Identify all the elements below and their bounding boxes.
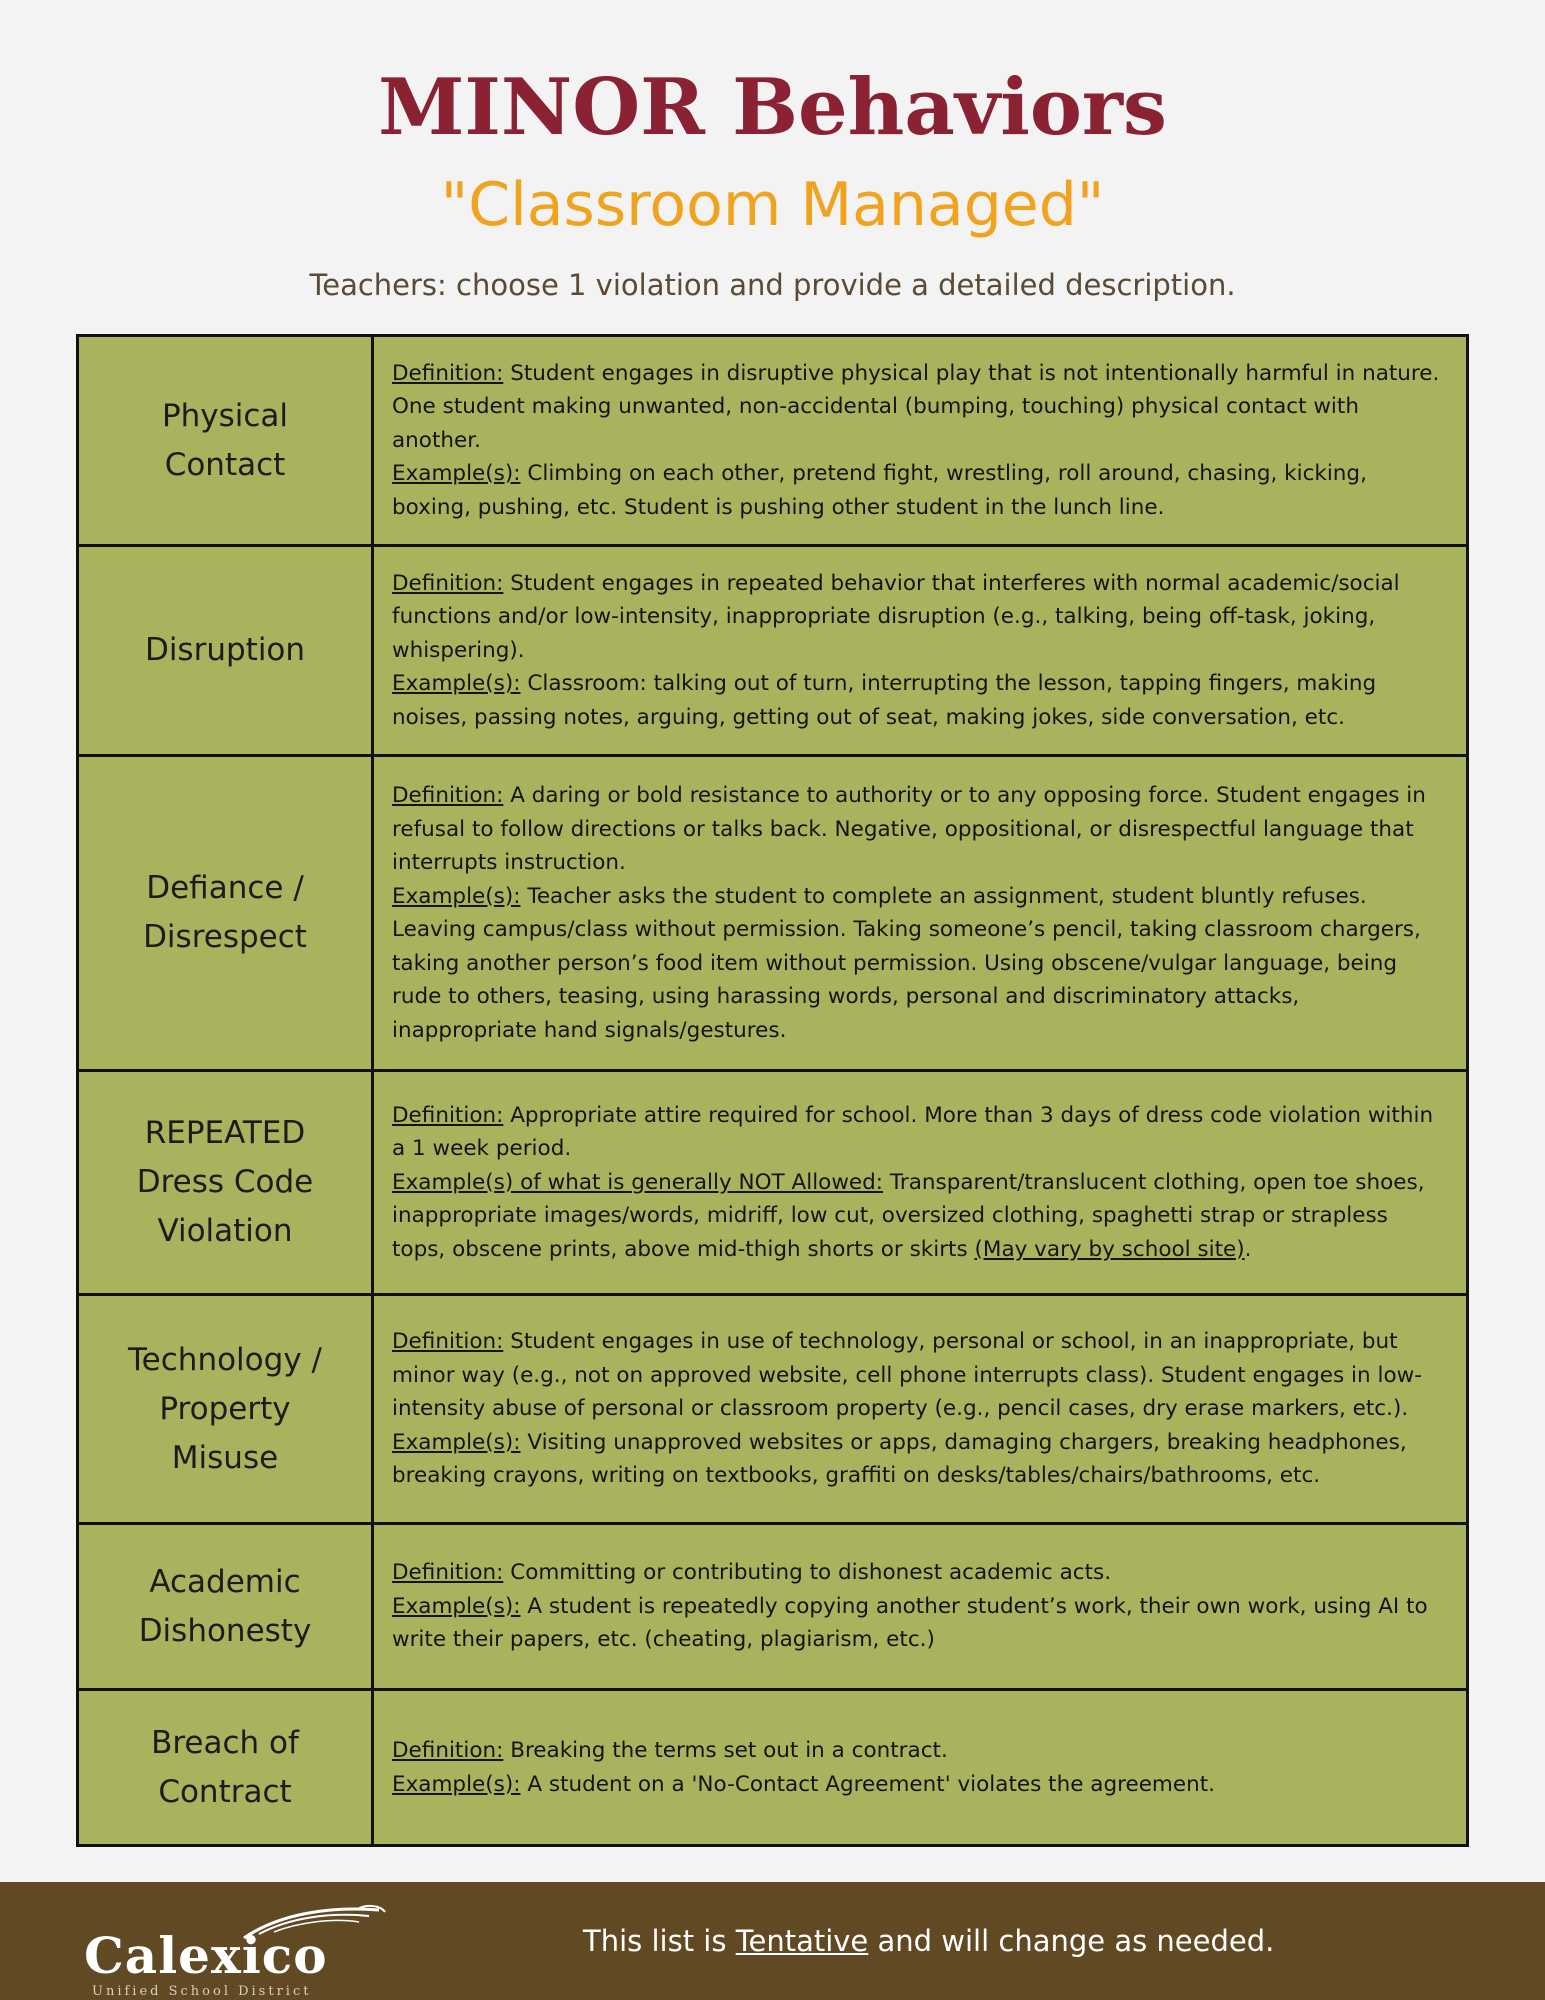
examples-text: Climbing on each other, pretend fight, wrestling, roll around, chasing, kicking, boxing, pushing, etc. Student is pushing other student in the lunch line.	[392, 461, 1367, 520]
category-label: Defiance /	[146, 870, 304, 906]
examples-end: .	[1244, 1236, 1252, 1262]
examples-note: (May vary by school site)	[974, 1236, 1245, 1262]
category-label: Property	[159, 1390, 291, 1427]
examples-text: Transparent/translucent clothing, open toe shoes, inappropriate images/words, midriff, low cut, oversized clothing, spaghetti strap or strapless tops, obscene prints, above mid-thigh shorts or skirts	[392, 1169, 1425, 1262]
behaviors-table	[76, 334, 1469, 1847]
examples-text: A student on a 'No-Contact Agreement' violates the agreement.	[520, 1771, 1215, 1797]
page-title: MINOR Behaviors	[378, 62, 1167, 153]
description-cell	[373, 1524, 1468, 1690]
examples-label: Example(s) of what is generally NOT Allowed:	[392, 1169, 884, 1195]
footer-note	[583, 1924, 1274, 1958]
logo-subtitle: Unified School District	[92, 1984, 312, 1999]
definition-text: Committing or contributing to dishonest academic acts.	[503, 1560, 1112, 1586]
definition-text: Breaking the terms set out in a contract.	[503, 1738, 948, 1763]
category-label: Dress Code	[136, 1164, 314, 1200]
examples-text: Classroom: talking out of turn, interrupting the lesson, tapping fingers, making noises, passing notes, arguing, getting out of seat, making jokes, side conversation, etc.	[392, 671, 1377, 730]
definition-text: Appropriate attire required for school. More than 3 days of dress code violation within a 1 week period.	[392, 1102, 1434, 1162]
footer-note-link: Tentative	[735, 1924, 869, 1958]
category-cell	[78, 1690, 373, 1846]
category-cell	[78, 1524, 373, 1690]
table-row	[78, 1295, 1468, 1524]
examples-text: A student is repeatedly copying another student’s work, their own work, using AI to write their papers, etc. (cheating, plagiarism, etc.)	[392, 1593, 1428, 1653]
description-cell	[373, 756, 1468, 1071]
category-label: Breach of	[151, 1724, 299, 1761]
footer-note-post: and will change as needed.	[868, 1924, 1275, 1958]
category-label: Disruption	[144, 632, 306, 668]
examples-label: Example(s):	[392, 1771, 521, 1797]
definition-text: Student engages in repeated behavior that interferes with normal academic/social functions and/or low-intensity, inappropriate disruption (e.g., talking, being off-task, joking, whispering).	[392, 570, 1400, 663]
district-logo	[84, 1910, 404, 2000]
definition-label: Definition:	[392, 360, 504, 386]
category-label: Contract	[158, 1773, 292, 1810]
table-row	[78, 1071, 1468, 1295]
category-label: REPEATED	[144, 1115, 306, 1151]
instructions-text: Teachers: choose 1 violation and provide a detailed description.	[309, 268, 1236, 302]
category-cell	[78, 336, 373, 546]
examples-label: Example(s):	[392, 883, 521, 909]
definition-label: Definition:	[392, 1102, 504, 1128]
category-label: Contact	[164, 446, 286, 483]
category-cell	[78, 1071, 373, 1295]
description-cell	[373, 546, 1468, 756]
footer-note-pre: This list is	[583, 1924, 736, 1958]
table-row	[78, 336, 1468, 546]
category-label: Technology /	[128, 1341, 322, 1378]
page-subtitle: "Classroom Managed"	[440, 170, 1105, 240]
category-cell	[78, 546, 373, 756]
footer-bar	[0, 1882, 1545, 2000]
examples-text: Teacher asks the student to complete an assignment, student bluntly refuses. Leaving campus/class without permission. Taking someone’s pencil, taking classroom chargers, taking another person’s food item without permission. Using obscene/vulgar language, being rude to others, teasing, using harassing words, personal and discriminatory attacks, inappropriate hand signals/gestures.	[392, 883, 1421, 1043]
category-cell	[78, 756, 373, 1071]
examples-text: Visiting unapproved websites or apps, damaging chargers, breaking headphones, breaking crayons, writing on textbooks, graffiti on desks/tables/chairs/bathrooms, etc.	[392, 1429, 1407, 1489]
definition-label: Definition:	[392, 1560, 504, 1586]
category-label: Disrespect	[143, 919, 307, 955]
definition-label: Definition:	[392, 570, 504, 596]
logo-wordmark: Calexico	[84, 1926, 328, 1985]
description-cell	[373, 1071, 1468, 1295]
category-cell	[78, 1295, 373, 1524]
table-row	[78, 1690, 1468, 1846]
definition-text: Student engages in use of technology, personal or school, in an inappropriate, but minor way (e.g., not on approved website, cell phone interrupts class). Student engages in low-intensity abuse of personal or classroom property (e.g., pencil cases, dry erase markers, etc.).	[392, 1329, 1422, 1422]
category-label: Dishonesty	[138, 1612, 312, 1649]
category-label: Misuse	[171, 1439, 279, 1476]
examples-label: Example(s):	[392, 671, 521, 697]
category-label: Physical	[161, 397, 289, 434]
description-cell	[373, 336, 1468, 546]
examples-label: Example(s):	[392, 1429, 521, 1455]
table-row	[78, 756, 1468, 1071]
examples-label: Example(s):	[392, 1593, 521, 1619]
definition-label: Definition:	[392, 783, 504, 808]
definition-label: Definition:	[392, 1738, 504, 1763]
definition-text: Student engages in disruptive physical play that is not intentionally harmful in nature. One student making unwanted, non-accidental (bumping, touching) physical contact with another.	[392, 360, 1440, 453]
table-row	[78, 1524, 1468, 1690]
description-cell	[373, 1690, 1468, 1846]
description-cell	[373, 1295, 1468, 1524]
definition-text: A daring or bold resistance to authority or to any opposing force. Student engages in refusal to follow directions or talks back. Negative, oppositional, or disrespectful language that interrupts instruction.	[392, 783, 1426, 875]
definition-label: Definition:	[392, 1329, 504, 1355]
examples-label: Example(s):	[392, 461, 521, 487]
category-label: Academic	[149, 1563, 301, 1600]
table-row	[78, 546, 1468, 756]
category-label: Violation	[157, 1213, 293, 1249]
